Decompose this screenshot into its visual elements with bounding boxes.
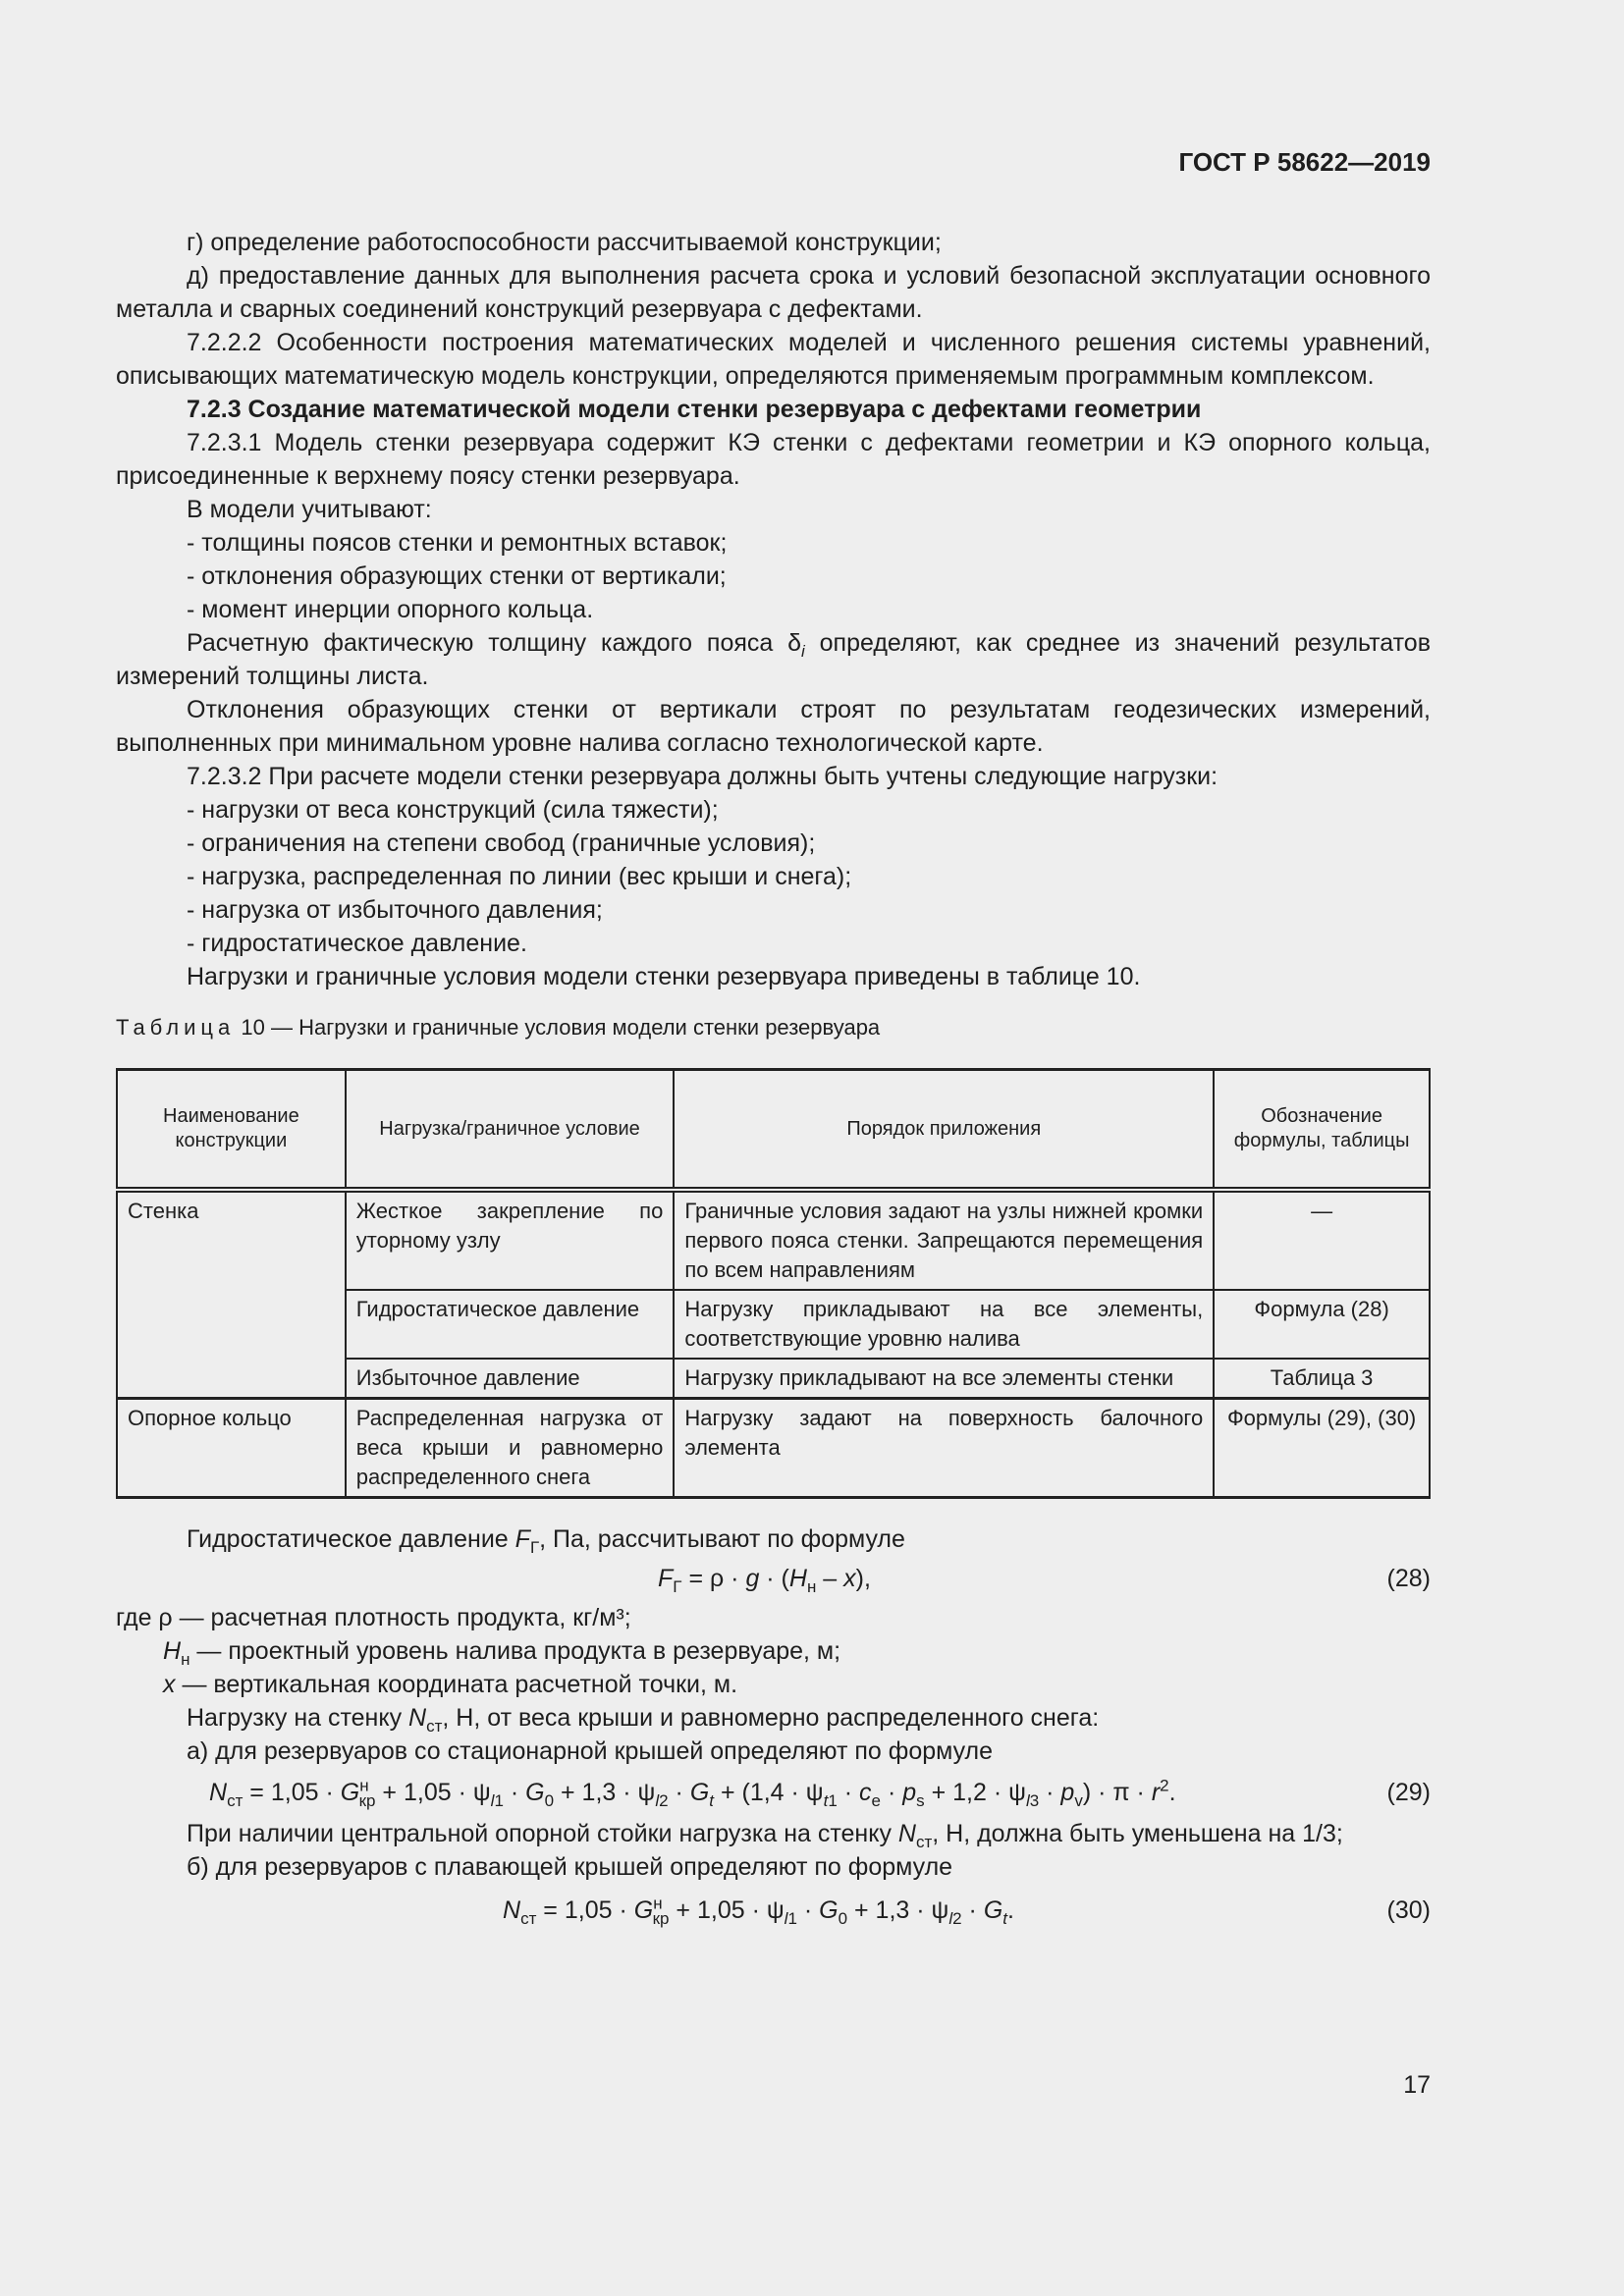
section-heading: 7.2.3 Создание математической модели стенки резервуара с дефектами геометрии [187, 396, 1202, 423]
paragraph: а) для резервуаров со стационарной крышей определяют по формуле [187, 1737, 994, 1765]
table-cell: Нагрузку прикладывают на все элементы стенки [674, 1359, 1214, 1399]
list-item: - момент инерции опорного кольца. [187, 596, 594, 623]
table-cell: Гидростатическое давление [346, 1290, 675, 1359]
table-cell: Распределенная нагрузка от веса крыши и равномерно распределенного снега [346, 1399, 675, 1498]
paragraph: 7.2.3.2 При расчете модели стенки резервуара должны быть учтены следующие нагрузки: [187, 763, 1218, 790]
formula-expression: $F_Г = \rho \cdot g \cdot (H_н - x)$, [658, 1565, 871, 1596]
paragraph: Нагрузку на стенку $N_{ст}$, Н, от веса крыши и равномерно распределенного снега: [187, 1704, 1100, 1735]
table-cell: Таблица 3 [1214, 1359, 1430, 1399]
table-cell: Нагрузку прикладывают на все элементы, соответствующие уровню налива [674, 1290, 1214, 1359]
list-item: - нагрузки от веса конструкций (сила тяжести); [187, 796, 719, 824]
formula-number: (30) [1386, 1896, 1431, 1924]
formula-expression: $N_{ст} = 1,05 \cdot G^н_{кр} + 1,05 \cdot \psi_{l1} \cdot G_0 + 1,3 \cdot \psi_{l2} \cdot G_t + (1,4 \cdot \psi_{t1} \cdot c_e \cdot p_s + 1,2 \cdot \psi_{l3} \cdot p_v) \cdot \pi \cdot r^2$. [209, 1776, 1176, 1810]
paragraph: Гидростатическое давление $F_Г$, Па, рассчитывают по формуле [187, 1525, 905, 1557]
table-cell: Стенка [117, 1190, 346, 1399]
table-header-cell: Обозначение формулы, таблицы [1214, 1070, 1430, 1191]
table-cell: Опорное кольцо [117, 1399, 346, 1498]
list-item: - отклонения образующих стенки от вертикали; [187, 562, 727, 590]
page-content [116, 226, 1431, 1933]
list-item: - нагрузка от избыточного давления; [187, 896, 603, 924]
table-header-cell: Наименование конструкции [117, 1070, 346, 1191]
loads-table [116, 1068, 1431, 1499]
page-number: 17 [1403, 2071, 1431, 2099]
paragraph: г) определение работоспособности рассчитываемой конструкции; [187, 229, 942, 256]
paragraph: В модели учитывают: [187, 496, 432, 523]
paragraph: Нагрузки и граничные условия модели стенки резервуара приведены в таблице 10. [187, 963, 1141, 990]
table-row [117, 1399, 1430, 1498]
paragraph: 7.2.2.2 Особенности построения математических моделей и численного решения системы уравнений, описывающих математическую модель конструкции, определяются применяемым программным комплексом. [116, 329, 1431, 390]
paragraph: б) для резервуаров с плавающей крышей определяют по формуле [187, 1853, 953, 1881]
table-cell: Граничные условия задают на узлы нижней кромки первого пояса стенки. Запрещаются перемещения по всем направлениям [674, 1190, 1214, 1290]
list-item: - толщины поясов стенки и ремонтных вставок; [187, 529, 728, 557]
formula-number: (28) [1386, 1565, 1431, 1592]
table-cell: Формула (28) [1214, 1290, 1430, 1359]
formula-30 [116, 1894, 1431, 1927]
list-item: - гидростатическое давление. [187, 930, 527, 957]
table-cell: Нагрузку задают на поверхность балочного элемента [674, 1399, 1214, 1498]
formula-number: (29) [1386, 1779, 1431, 1806]
table-row [117, 1190, 1430, 1290]
table-header-cell: Порядок приложения [674, 1070, 1214, 1191]
paragraph: При наличии центральной опорной стойки нагрузка на стенку $N_{ст}$, Н, должна быть уменьшена на 1/3; [187, 1820, 1343, 1851]
table-header-cell: Нагрузка/граничное условие [346, 1070, 675, 1191]
list-item: - ограничения на степени свобод (граничные условия); [187, 829, 816, 857]
table-cell: Избыточное давление [346, 1359, 675, 1399]
paragraph: Отклонения образующих стенки от вертикали строят по результатам геодезических измерений, выполненных при минимальном уровне налива согласно технологической карте. [116, 696, 1431, 757]
table-cell: — [1214, 1190, 1430, 1290]
formula-29 [116, 1776, 1431, 1809]
paragraph: 7.2.3.1 Модель стенки резервуара содержит КЭ стенки с дефектами геометрии и КЭ опорного кольца, присоединенные к верхнему поясу стенки резервуара. [116, 429, 1431, 490]
paragraph: x — вертикальная координата расчетной точки, м. [163, 1671, 738, 1698]
paragraph: $H_н$ — проектный уровень налива продукта в резервуаре, м; [163, 1637, 841, 1669]
paragraph: Расчетную фактическую толщину каждого пояса $\delta_i$ определяют, как среднее из значений результатов измерений толщины листа. [116, 629, 1431, 690]
table-cell: Формулы (29), (30) [1214, 1399, 1430, 1498]
paragraph: где ρ — расчетная плотность продукта, кг/м³; [116, 1604, 631, 1631]
list-item: - нагрузка, распределенная по линии (вес крыши и снега); [187, 863, 852, 890]
table-caption: Таблица 10 — Нагрузки и граничные условия модели стенки резервуара [116, 1015, 881, 1040]
formula-28 [116, 1562, 1431, 1595]
table-cell: Жесткое закрепление по уторному узлу [346, 1190, 675, 1290]
formula-expression: $N_{ст} = 1,05 \cdot G^н_{кр} + 1,05 \cdot \psi_{l1} \cdot G_0 + 1,3 \cdot \psi_{l2} \cdot G_t$. [503, 1894, 1014, 1928]
paragraph: д) предоставление данных для выполнения расчета срока и условий безопасной эксплуатации основного металла и сварных соединений конструкций резервуара с дефектами. [116, 262, 1431, 323]
standard-header: ГОСТ Р 58622—2019 [1178, 147, 1431, 177]
